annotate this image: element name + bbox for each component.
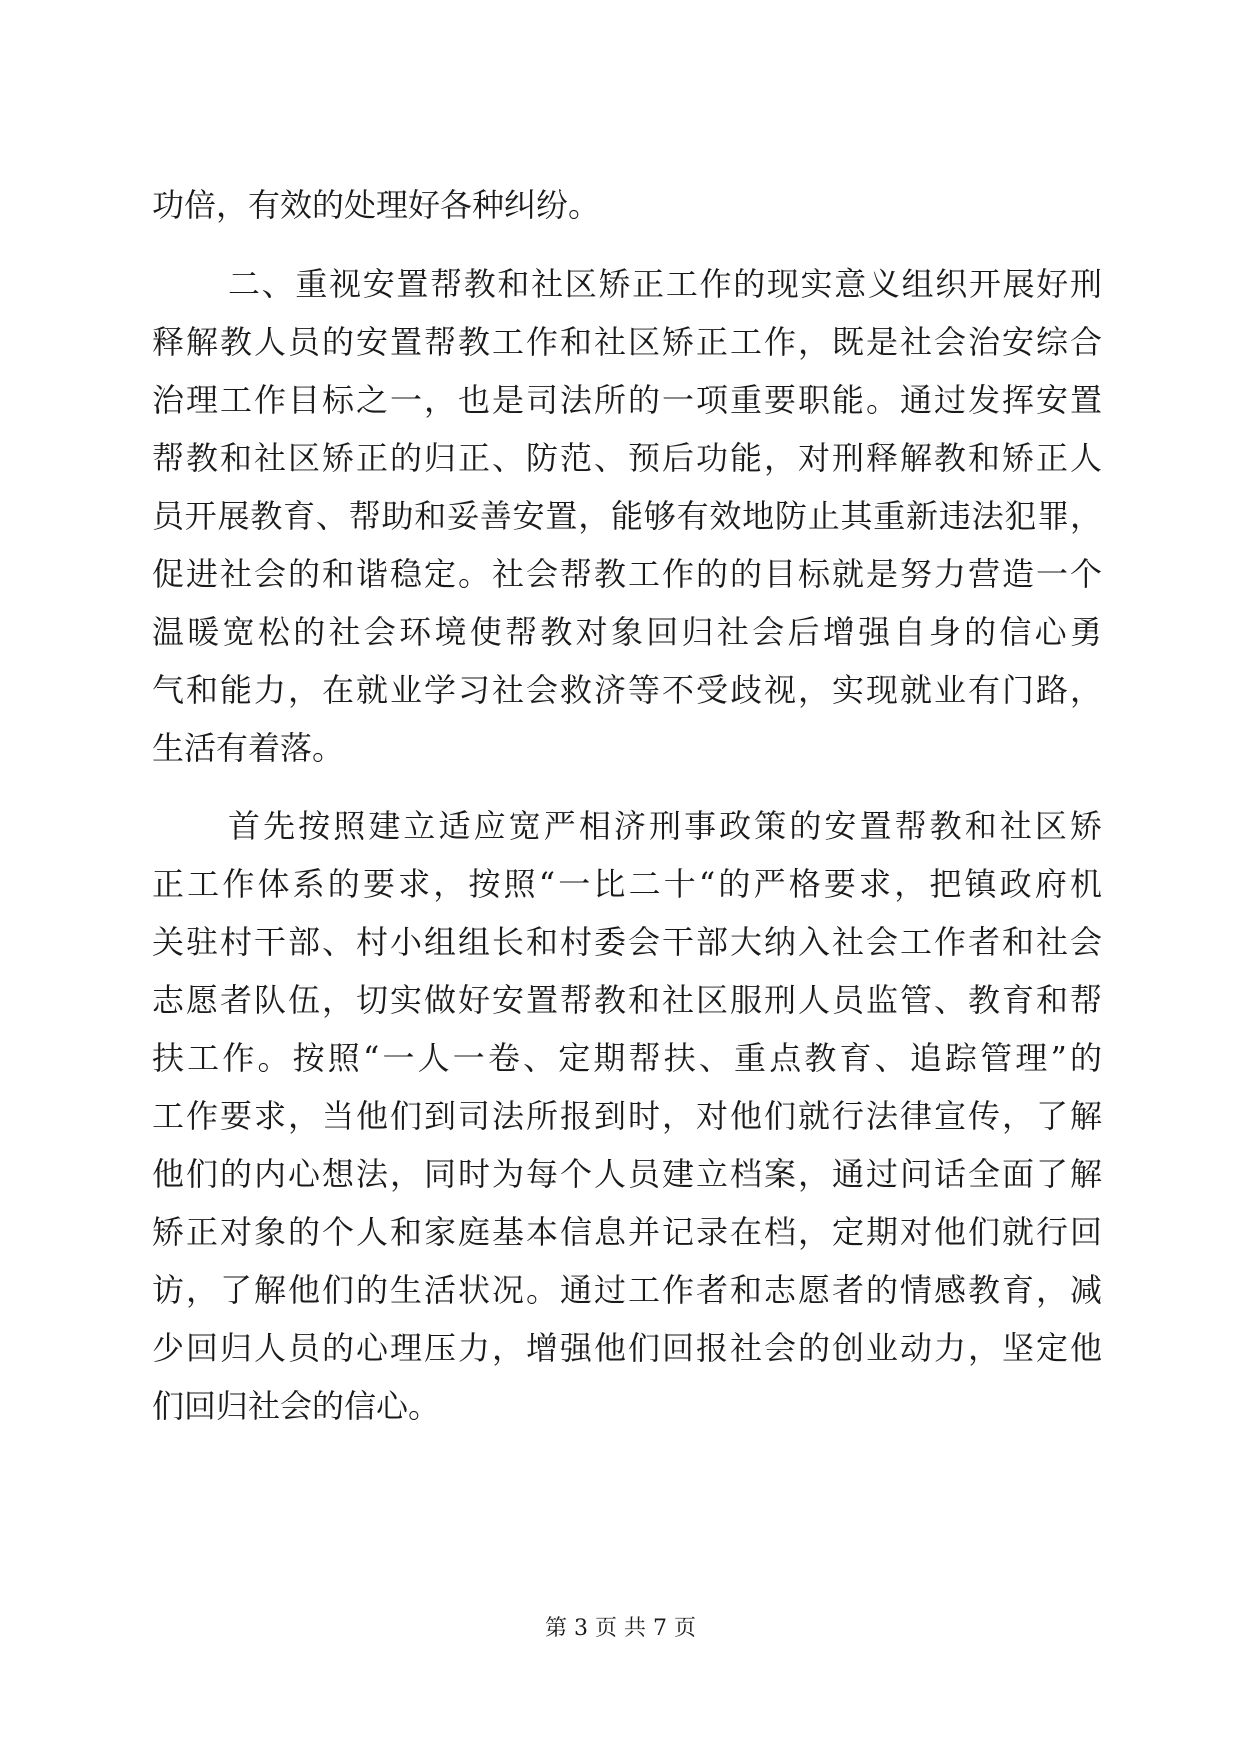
paragraph-line: 访，了解他们的生活状况。通过工作者和志愿者的情感教育，减 bbox=[152, 1271, 1102, 1309]
paragraph-line: 促进社会的和谐稳定。社会帮教工作的的目标就是努力营造一个 bbox=[152, 555, 1102, 593]
paragraph-line: 关驻村干部、村小组组长和村委会干部大纳入社会工作者和社会 bbox=[152, 923, 1102, 961]
paragraph-line: 气和能力，在就业学习社会救济等不受歧视，实现就业有门路， bbox=[152, 671, 1102, 709]
paragraph-line: 二、重视安置帮教和社区矫正工作的现实意义组织开展好刑 bbox=[228, 265, 1102, 303]
paragraph-line: 释解教人员的安置帮教工作和社区矫正工作，既是社会治安综合 bbox=[152, 323, 1102, 361]
page-number-footer: 第 3 页 共 7 页 bbox=[545, 1616, 696, 1641]
paragraph-line: 工作要求，当他们到司法所报到时，对他们就行法律宣传，了解 bbox=[152, 1097, 1102, 1135]
paragraph-line: 们回归社会的信心。 bbox=[152, 1387, 441, 1425]
paragraph-line: 功倍，有效的处理好各种纠纷。 bbox=[152, 186, 601, 224]
paragraph-line: 他们的内心想法，同时为每个人员建立档案，通过问话全面了解 bbox=[152, 1155, 1102, 1193]
paragraph-line: 员开展教育、帮助和妥善安置，能够有效地防止其重新违法犯罪， bbox=[152, 497, 1102, 535]
paragraph-line: 矫正对象的个人和家庭基本信息并记录在档，定期对他们就行回 bbox=[152, 1213, 1102, 1251]
paragraph-line: 扶工作。按照“一人一卷、定期帮扶、重点教育、追踪管理”的 bbox=[152, 1039, 1102, 1077]
paragraph-line: 志愿者队伍，切实做好安置帮教和社区服刑人员监管、教育和帮 bbox=[152, 981, 1102, 1019]
paragraph-line: 首先按照建立适应宽严相济刑事政策的安置帮教和社区矫 bbox=[228, 807, 1102, 845]
paragraph-line: 生活有着落。 bbox=[152, 729, 345, 767]
paragraph-line: 温暖宽松的社会环境使帮教对象回归社会后增强自身的信心勇 bbox=[152, 613, 1102, 651]
paragraph-line: 治理工作目标之一，也是司法所的一项重要职能。通过发挥安置 bbox=[152, 381, 1102, 419]
paragraph-line: 帮教和社区矫正的归正、防范、预后功能，对刑释解教和矫正人 bbox=[152, 439, 1102, 477]
paragraph-line: 少回归人员的心理压力，增强他们回报社会的创业动力，坚定他 bbox=[152, 1329, 1102, 1367]
paragraph-line: 正工作体系的要求，按照“一比二十“的严格要求，把镇政府机 bbox=[152, 865, 1102, 903]
